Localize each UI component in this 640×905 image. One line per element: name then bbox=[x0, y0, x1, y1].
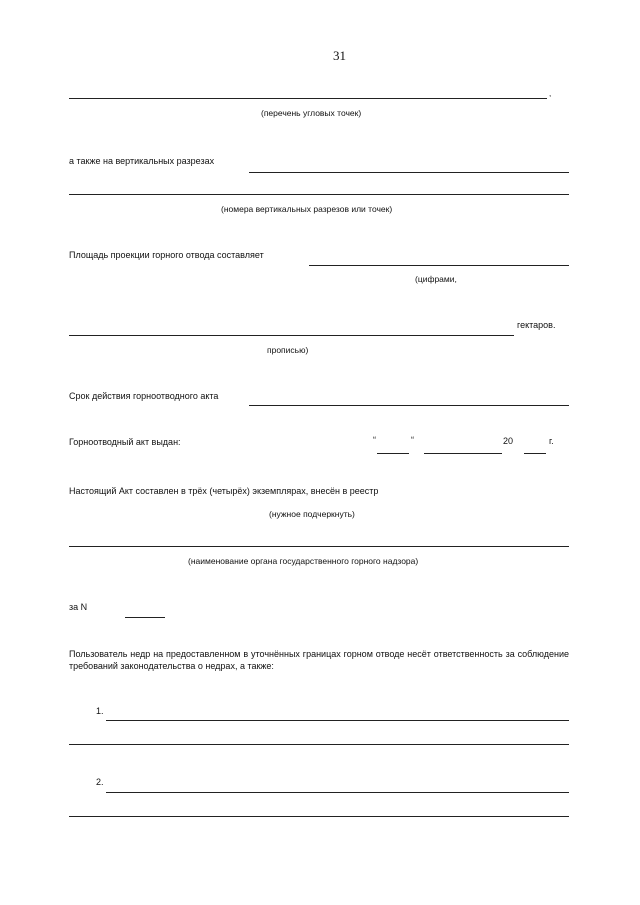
area-label: Площадь проекции горного отвода составляет bbox=[69, 250, 264, 260]
item-2-number: 2. bbox=[96, 777, 104, 787]
item-2-line-1 bbox=[106, 792, 569, 793]
words-caption: прописью) bbox=[267, 345, 309, 355]
validity-line bbox=[249, 405, 569, 406]
number-line bbox=[125, 617, 165, 618]
page-number: 31 bbox=[333, 48, 346, 63]
month-line bbox=[424, 453, 502, 454]
vertical-sections-line-1 bbox=[249, 172, 569, 173]
hectares-label: гектаров. bbox=[517, 320, 556, 330]
validity-label: Срок действия горноотводного акта bbox=[69, 391, 219, 401]
quote-close: “ bbox=[411, 435, 414, 445]
quote-open: “ bbox=[373, 435, 376, 445]
number-label: за N bbox=[69, 602, 88, 612]
vertical-sections-line-2 bbox=[69, 194, 569, 195]
digits-caption: (цифрами, bbox=[415, 274, 457, 284]
corner-points-line bbox=[69, 98, 547, 99]
item-1-number: 1. bbox=[96, 706, 104, 716]
area-digits-line bbox=[309, 265, 569, 266]
year-suffix: г. bbox=[549, 436, 554, 446]
vertical-sections-label: а также на вертикальных разрезах bbox=[69, 156, 215, 166]
item-1-line-2 bbox=[69, 744, 569, 745]
authority-line bbox=[69, 546, 569, 547]
responsibility-text: Пользователь недр на предоставленном в уточнённых границах горном отводе несёт ответственность за соблюдение требований законодательства о недрах, а также: bbox=[69, 649, 569, 671]
item-2-line-2 bbox=[69, 816, 569, 817]
corner-points-caption: (перечень угловых точек) bbox=[261, 108, 362, 118]
year-prefix: 20 bbox=[503, 436, 514, 446]
item-1-line-1 bbox=[106, 720, 569, 721]
comma-mark: , bbox=[549, 89, 552, 98]
year-line bbox=[524, 453, 546, 454]
underline-caption: (нужное подчеркнуть) bbox=[269, 509, 355, 519]
copies-text: Настоящий Акт составлен в трёх (четырёх) экземплярах, внесён в реестр bbox=[69, 486, 379, 496]
issued-label: Горноотводный акт выдан: bbox=[69, 437, 181, 447]
day-line bbox=[377, 453, 409, 454]
area-words-line bbox=[69, 335, 514, 336]
vertical-sections-caption: (номера вертикальных разрезов или точек) bbox=[221, 204, 393, 214]
authority-caption: (наименование органа государственного горного надзора) bbox=[188, 556, 419, 566]
